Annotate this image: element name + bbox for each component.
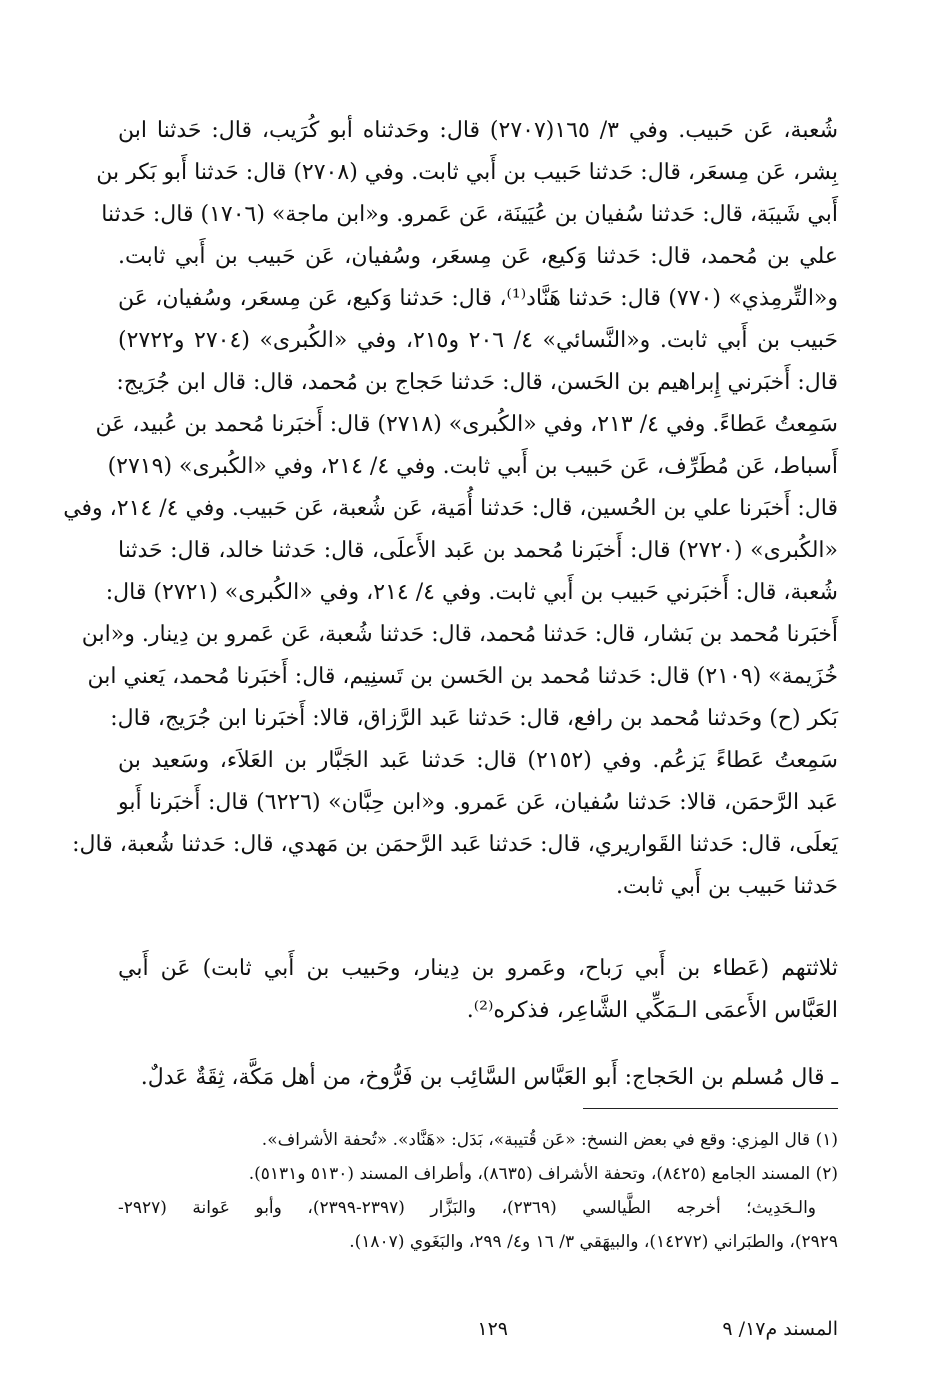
page-footer (118, 1318, 838, 1352)
footnote-1: (١) قال المِزي: وقع في بعض النسخ: «عَن قُتيبة»، بَدَل: «هَنَّاد». «تُحفة الأشراف». (261, 1130, 838, 1150)
text-line: ثلاثتهم (عَطاء بن أَبي رَباح، وعَمرو بن دِينار، وحَبيب بن أَبي ثابت) عَن أَبي (118, 956, 838, 981)
narrator-note-paragraph (118, 1057, 838, 1099)
text-line: يَعلَى، قال: حَدثنا القَواريري، قال: حَدثنا عَبد الرَّحمَن بن مَهدي، قال: حَدثنا شُعبة، قال: (72, 832, 838, 857)
text-line: ـ قال مُسلم بن الحَجاج: أَبو العَبَّاس السَّائِب بن فَرُّوخ، من أهل مَكَّة، ثِقَةٌ عَدلٌ. (140, 1065, 838, 1090)
footnote-2-continued: والـحَدِيث؛ أخرجه الطَّيالسي (٢٣٦٩)، والبَزَّار (٢٣٩٧-٢٣٩٩)، وأبو عَوانة (٢٩٢٧- (118, 1198, 816, 1218)
text-line: أَسباط، عَن مُطَرِّف، عَن حَبيب بن أَبي ثابت. وفي ٤/ ٢١٤، وفي «الكُبرى» (٢٧١٩) (107, 454, 838, 479)
text-line: حَبيب بن أَبي ثابت. و«النَّسائي» ٤/ ٢٠٦ و٢١٥، وفي «الكُبرى» (٢٧٠٤ و٢٧٢٢) (118, 328, 838, 353)
text-line: «الكُبرى» (٢٧٢٠) قال: أَخبَرنا مُحمد بن عَبد الأَعلَى، قال: حَدثنا خالد، قال: حَدثنا (118, 538, 838, 563)
text-line: سَمِعتُ عَطاءً. وفي ٤/ ٢١٣، وفي «الكُبرى» (٢٧١٨) قال: أَخبَرنا مُحمد بن عُبيد، عَن (95, 412, 838, 437)
text-line: قال: أَخبَرنا علي بن الحُسين، قال: حَدثنا أُمَية، عَن شُعبة، عَن حَبيب. وفي ٤/ ٢١٤، وفي (63, 496, 838, 521)
text-line: و«التِّرمِذي» (٧٧٠) قال: حَدثنا هَنَّاد⁽¹⁾، قال: حَدثنا وَكيع، عَن مِسعَر، وسُفيان، عَن (118, 286, 839, 311)
text-line: بَكر (ح) وحَدثنا مُحمد بن رافع، قال: حَدثنا عَبد الرَّزاق، قالا: أَخبَرنا ابن جُرَيج، قال: (110, 706, 838, 731)
footnote-2: (٢) المسند الجامع (٨٤٢٥)، وتحفة الأشراف (٨٦٣٥)، وأطراف المسند (٥١٣٠ و٥١٣١). (248, 1164, 838, 1184)
text-line: خُزَيمة» (٢١٠٩) قال: حَدثنا مُحمد بن الحَسن بن تَسنِيم، قال: أَخبَرنا مُحمد، يَعني ابن (87, 664, 838, 689)
text-line: العَبَّاس الأَعمَى الـمَكِّي الشَّاعِر، فذكره⁽²⁾. (466, 998, 838, 1023)
footnote-divider (583, 1108, 838, 1109)
volume-signature: المسند م١٧/ ٩ (722, 1318, 838, 1340)
text-line: أَخبَرنا مُحمد بن بَشار، قال: حَدثنا مُحمد، قال: حَدثنا شُعبة، عَن عَمرو بن دِينار. و«ابن (81, 622, 838, 647)
chain-summary-paragraph (118, 948, 838, 1032)
footnotes (118, 1123, 838, 1259)
text-line: قال: أَخبَرني إِبراهيم بن الحَسن، قال: حَدثنا حَجاج بن مُحمد، قال: قال ابن جُرَيج: (116, 370, 838, 395)
text-line: علي بن مُحمد، قال: حَدثنا وَكيع، عَن مِسعَر، وسُفيان، عَن حَبيب بن أَبي ثابت. (118, 244, 838, 269)
page-number: ١٢٩ (477, 1318, 508, 1340)
text-line: حَدثنا حَبيب بن أَبي ثابت. (615, 874, 838, 899)
text-line: عَبد الرَّحمَن، قالا: حَدثنا سُفيان، عَن عَمرو. و«ابن حِبَّان» (٦٢٢٦) قال: أَخبَرنا أَبو (118, 790, 838, 815)
main-paragraph (63, 110, 839, 908)
text-line: شُعبة، عَن حَبيب. وفي ٣/ ١٦٥(٢٧٠٧) قال: وحَدثناه أبو كُرَيب، قال: حَدثنا ابن (118, 118, 839, 143)
text-line: أَبي شَيبَة، قال: حَدثنا سُفيان بن عُيَينَة، عَن عَمرو. و«ابن ماجة» (١٧٠٦) قال: حَدثنا (101, 202, 838, 227)
text-line: شُعبة، قال: أَخبَرني حَبيب بن أَبي ثابت. وفي ٤/ ٢١٤، وفي «الكُبرى» (٢٧٢١) قال: (105, 580, 838, 605)
text-line: بِشر، عَن مِسعَر، قال: حَدثنا حَبيب بن أَبي ثابت. وفي (٢٧٠٨) قال: حَدثنا أَبو بَكر بن (96, 160, 838, 185)
footnote-2-continued: ٢٩٢٩)، والطبَراني (١٤٢٧٢)، والبيهَقي ٣/ ١٦ و٤/ ٢٩٩، والبَغَوي (١٨٠٧). (349, 1232, 838, 1252)
text-line: سَمِعتُ عَطاءً يَزعُم. وفي (٢١٥٢) قال: حَدثنا عَبد الجَبَّار بن العَلاَء، وسَعيد بن (118, 748, 838, 773)
